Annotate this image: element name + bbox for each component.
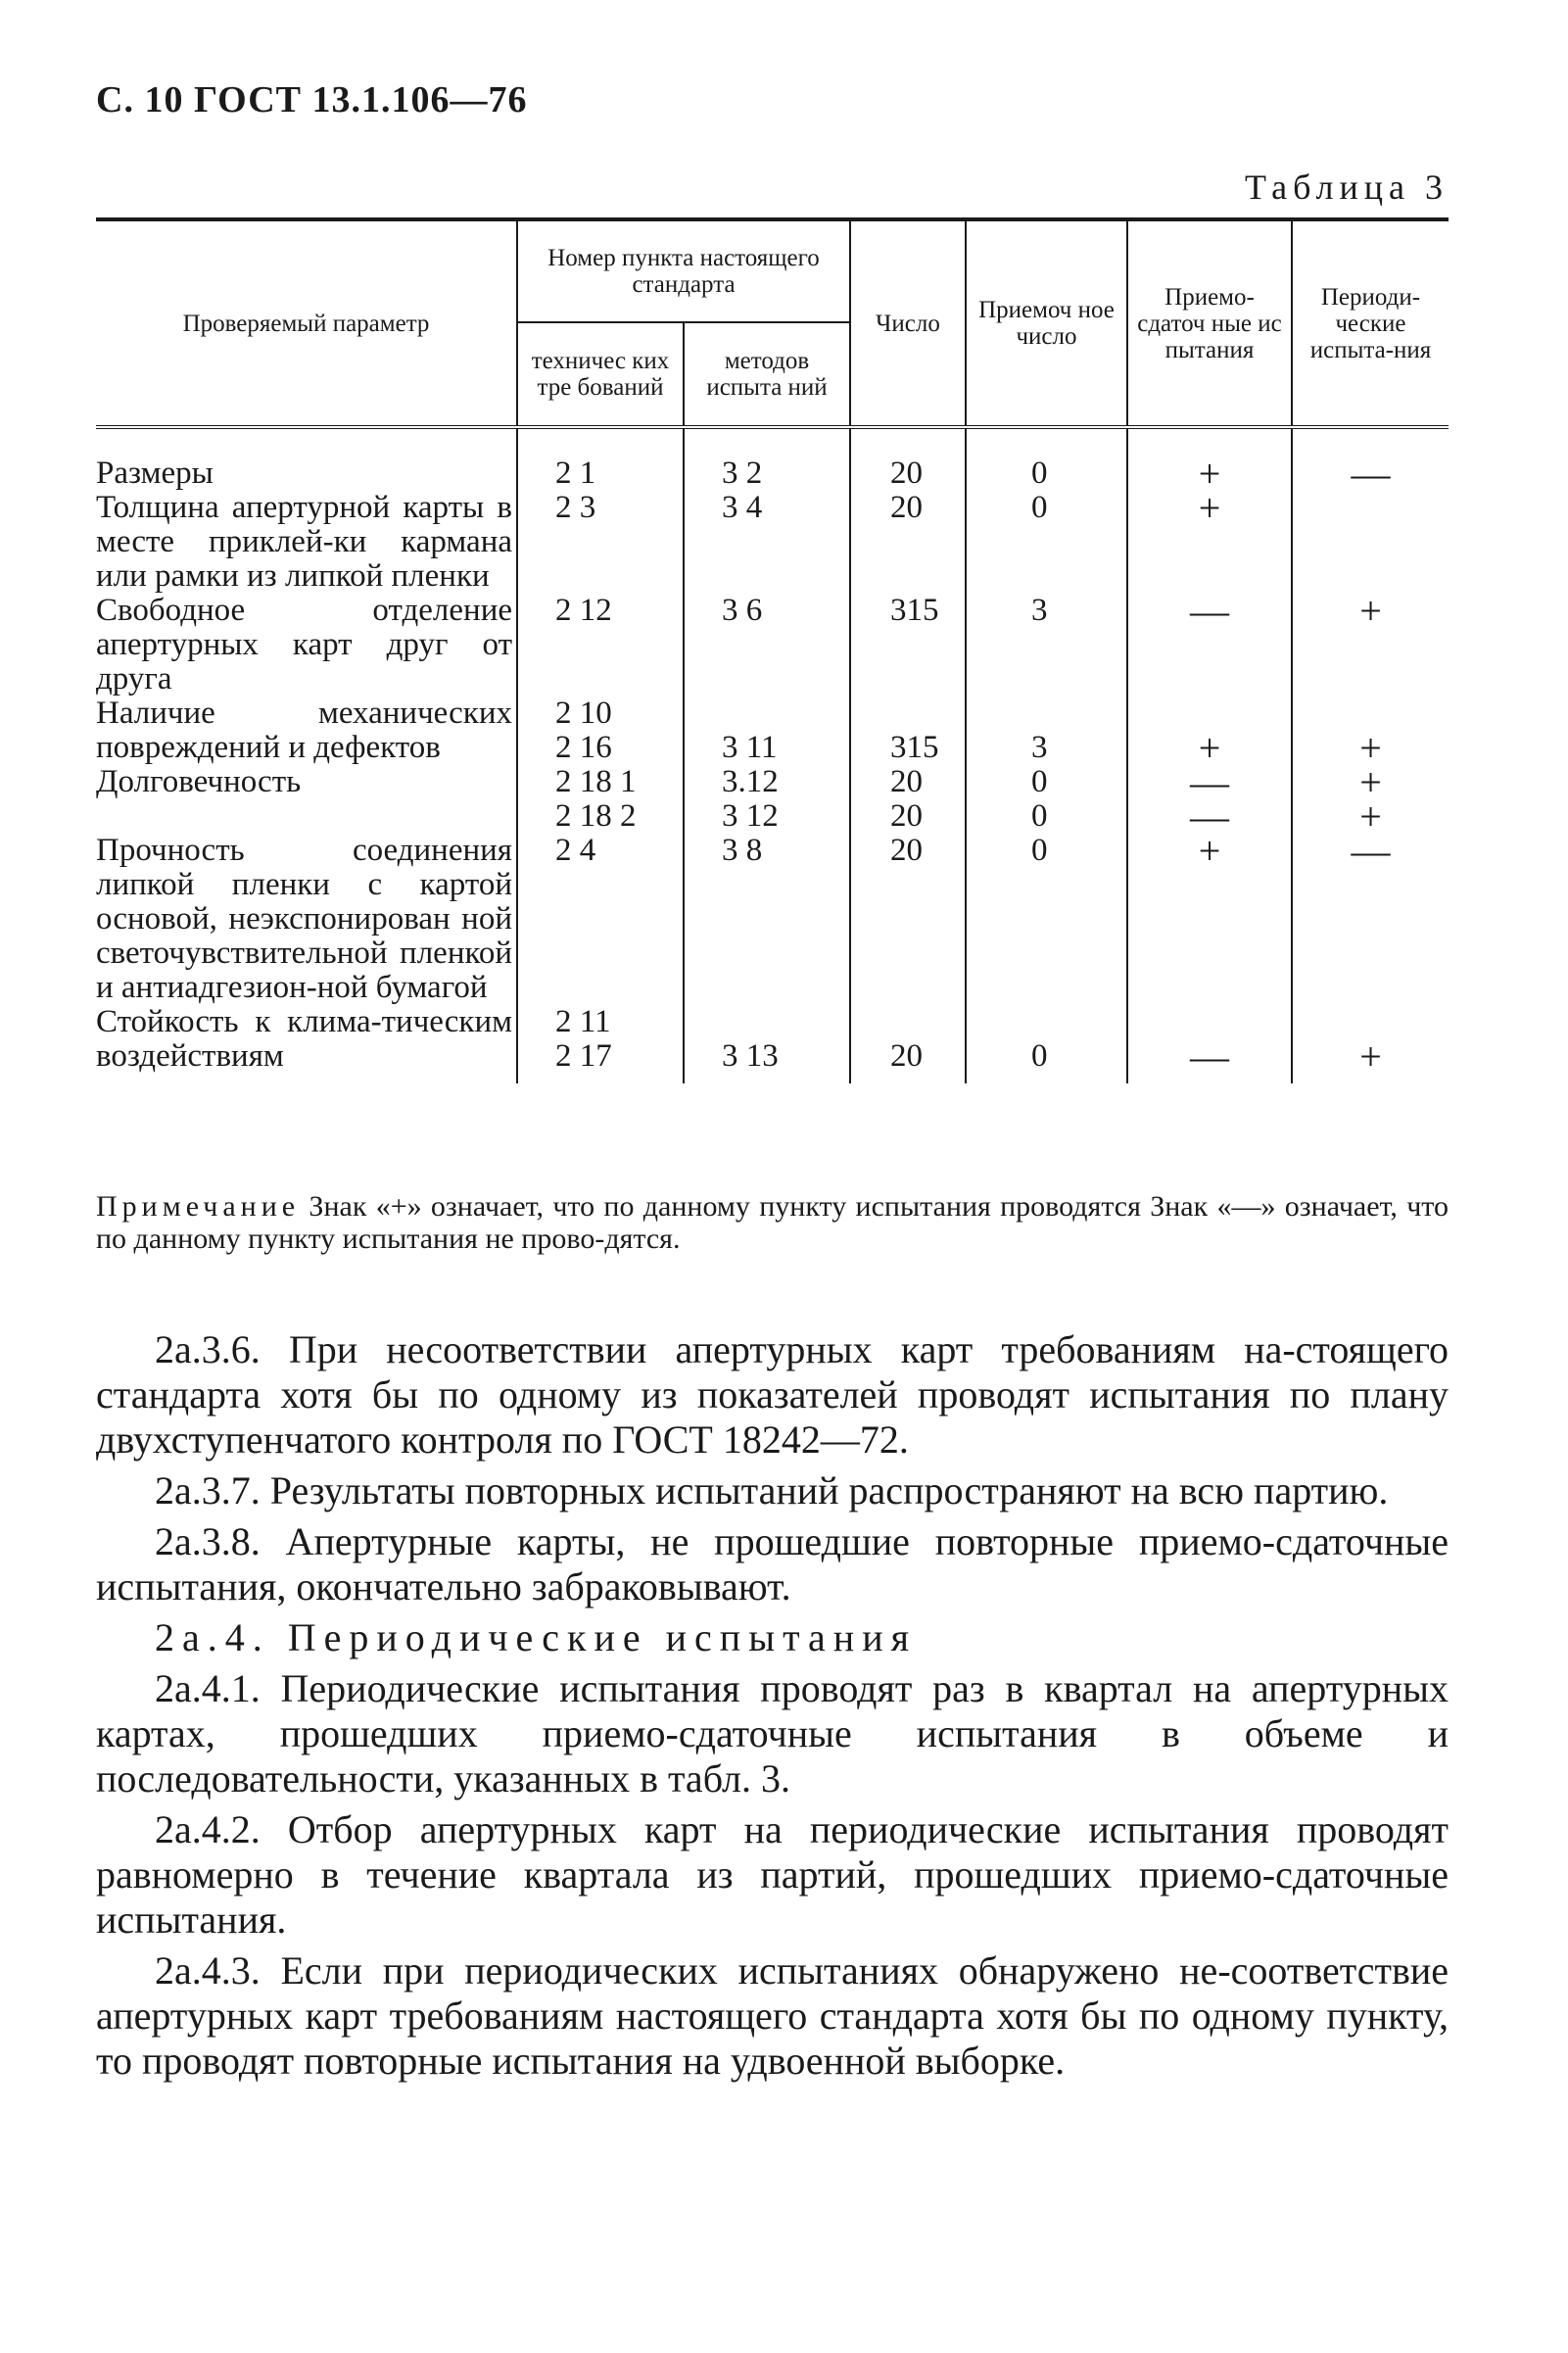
periodic-test-sign: + <box>1292 1005 1449 1083</box>
param-cell: Размеры <box>96 456 214 491</box>
count-cell: 20 <box>850 1005 966 1083</box>
method-clause-cell: 3 13 <box>684 1005 850 1083</box>
col-header-tech: техничес ких тре бований <box>517 322 684 427</box>
accept-number-cell: 3 <box>966 594 1127 696</box>
table-row <box>96 491 1449 594</box>
table-3 <box>96 217 1449 1083</box>
tech-clause-cell: 2 4 <box>517 834 684 1005</box>
method-clause-cell: 3 2 <box>684 427 850 491</box>
param-cell: Долговечность <box>96 764 302 799</box>
col-header-count: Число <box>850 219 966 427</box>
col-header-methods: методов испыта ний <box>684 322 850 427</box>
periodic-test-sign: + <box>1292 696 1449 765</box>
method-clause-cell: 3 8 <box>684 834 850 1005</box>
accept-number-cell: 0 <box>966 1005 1127 1083</box>
paragraph: 2а.3.7. Результаты повторных испытаний распространяют на всю партию. <box>155 1468 1389 1513</box>
count-cell: 315 <box>850 696 966 765</box>
periodic-test-sign <box>1292 491 1449 594</box>
tech-clause-cell: 2 18 1 2 18 2 <box>517 765 684 834</box>
note-label: Примечание <box>96 1190 301 1223</box>
tech-clause-cell: 2 12 <box>517 594 684 696</box>
acceptance-test-sign: — <box>1127 1005 1292 1083</box>
accept-number-cell: 0 0 <box>966 765 1127 834</box>
param-cell: Прочность соединения липкой пленки с картой основой, неэкспонирован ной светочувствительной пленкой и антиадгезион-ной бумагой <box>96 833 512 1005</box>
accept-number-cell: 0 <box>966 834 1127 1005</box>
acceptance-test-sign: — — <box>1127 765 1292 834</box>
section-heading: 2а.4. Периодические испытания <box>155 1615 917 1659</box>
accept-number-cell: 0 <box>966 427 1127 491</box>
paragraph: 2а.4.3. Если при периодических испытаниях обнаружено не-соответствие апертурных карт требованиям настоящего стандарта хотя бы по одному пункту, то проводят повторные испытания на удвоенной выборке. <box>96 1948 1449 2083</box>
tech-clause-cell: 2 3 <box>517 491 684 594</box>
col-header-periodic-tests: Периоди-ческие испыта-ния <box>1292 219 1449 427</box>
tech-clause-cell: 2 11 2 17 <box>517 1005 684 1083</box>
count-cell: 20 <box>850 834 966 1005</box>
method-clause-cell: 3 4 <box>684 491 850 594</box>
table-row <box>96 1005 1449 1083</box>
count-cell: 315 <box>850 594 966 696</box>
col-header-acceptance-tests: Приемо-сдаточ ные ис пытания <box>1127 219 1292 427</box>
count-cell: 20 <box>850 427 966 491</box>
col-header-param: Проверяемый параметр <box>96 219 517 427</box>
method-clause-cell: 3.12 3 12 <box>684 765 850 834</box>
periodic-test-sign: + + <box>1292 765 1449 834</box>
body-text <box>96 1327 1449 2089</box>
accept-number-cell: 3 <box>966 696 1127 765</box>
table-row <box>96 834 1449 1005</box>
table-note <box>96 1190 1449 1255</box>
table-row <box>96 427 1449 491</box>
paragraph: 2а.3.6. При несоответствии апертурных карт требованиям на-стоящего стандарта хотя бы по одному из показателей проводят испытания по плану двухступенчатого контроля по ГОСТ 18242—72. <box>96 1327 1449 1462</box>
table-row <box>96 765 1449 834</box>
param-cell: Свободное отделение апертурных карт друг от друга <box>96 593 512 696</box>
periodic-test-sign: + <box>1292 594 1449 696</box>
param-cell: Наличие механических повреждений и дефектов <box>96 696 512 765</box>
acceptance-test-sign: + <box>1127 834 1292 1005</box>
method-clause-cell: 3 11 <box>684 696 850 765</box>
count-cell: 20 20 <box>850 765 966 834</box>
acceptance-test-sign: + <box>1127 491 1292 594</box>
periodic-test-sign: — <box>1292 834 1449 1005</box>
table-row <box>96 594 1449 696</box>
col-header-clause-group: Номер пункта настоящего стандарта <box>517 219 850 322</box>
periodic-test-sign: — <box>1292 427 1449 491</box>
paragraph: 2а.3.8. Апертурные карты, не прошедшие повторные приемо-сдаточные испытания, окончательно забраковывают. <box>96 1519 1449 1609</box>
col-header-accept: Приемоч ное число <box>966 219 1127 427</box>
paragraph: 2а.4.1. Периодические испытания проводят раз в квартал на апертурных картах, прошедших приемо-сдаточные испытания в объеме и последовательности, указанных в табл. 3. <box>96 1666 1449 1801</box>
param-cell: Толщина апертурной карты в месте приклей-ки кармана или рамки из липкой пленки <box>96 490 512 594</box>
acceptance-test-sign: + <box>1127 427 1292 491</box>
note-text: Знак «+» означает, что по данному пункту испытания проводятся Знак «—» означает, что по данному пункту испытания не прово-дятся. <box>96 1190 1449 1255</box>
table-row <box>96 696 1449 765</box>
tech-clause-cell: 2 1 <box>517 427 684 491</box>
count-cell: 20 <box>850 491 966 594</box>
acceptance-test-sign: — <box>1127 594 1292 696</box>
paragraph: 2а.4.2. Отбор апертурных карт на периодические испытания проводят равномерно в течение квартала из партий, прошедших приемо-сдаточные испытания. <box>96 1807 1449 1942</box>
param-cell: Стойкость к клима-тическим воздействиям <box>96 1004 512 1074</box>
acceptance-test-sign: + <box>1127 696 1292 765</box>
page-header: С. 10 ГОСТ 13.1.106—76 <box>96 79 528 120</box>
tech-clause-cell: 2 10 2 16 <box>517 696 684 765</box>
accept-number-cell: 0 <box>966 491 1127 594</box>
table-caption: Таблица 3 <box>1245 168 1449 207</box>
method-clause-cell: 3 6 <box>684 594 850 696</box>
